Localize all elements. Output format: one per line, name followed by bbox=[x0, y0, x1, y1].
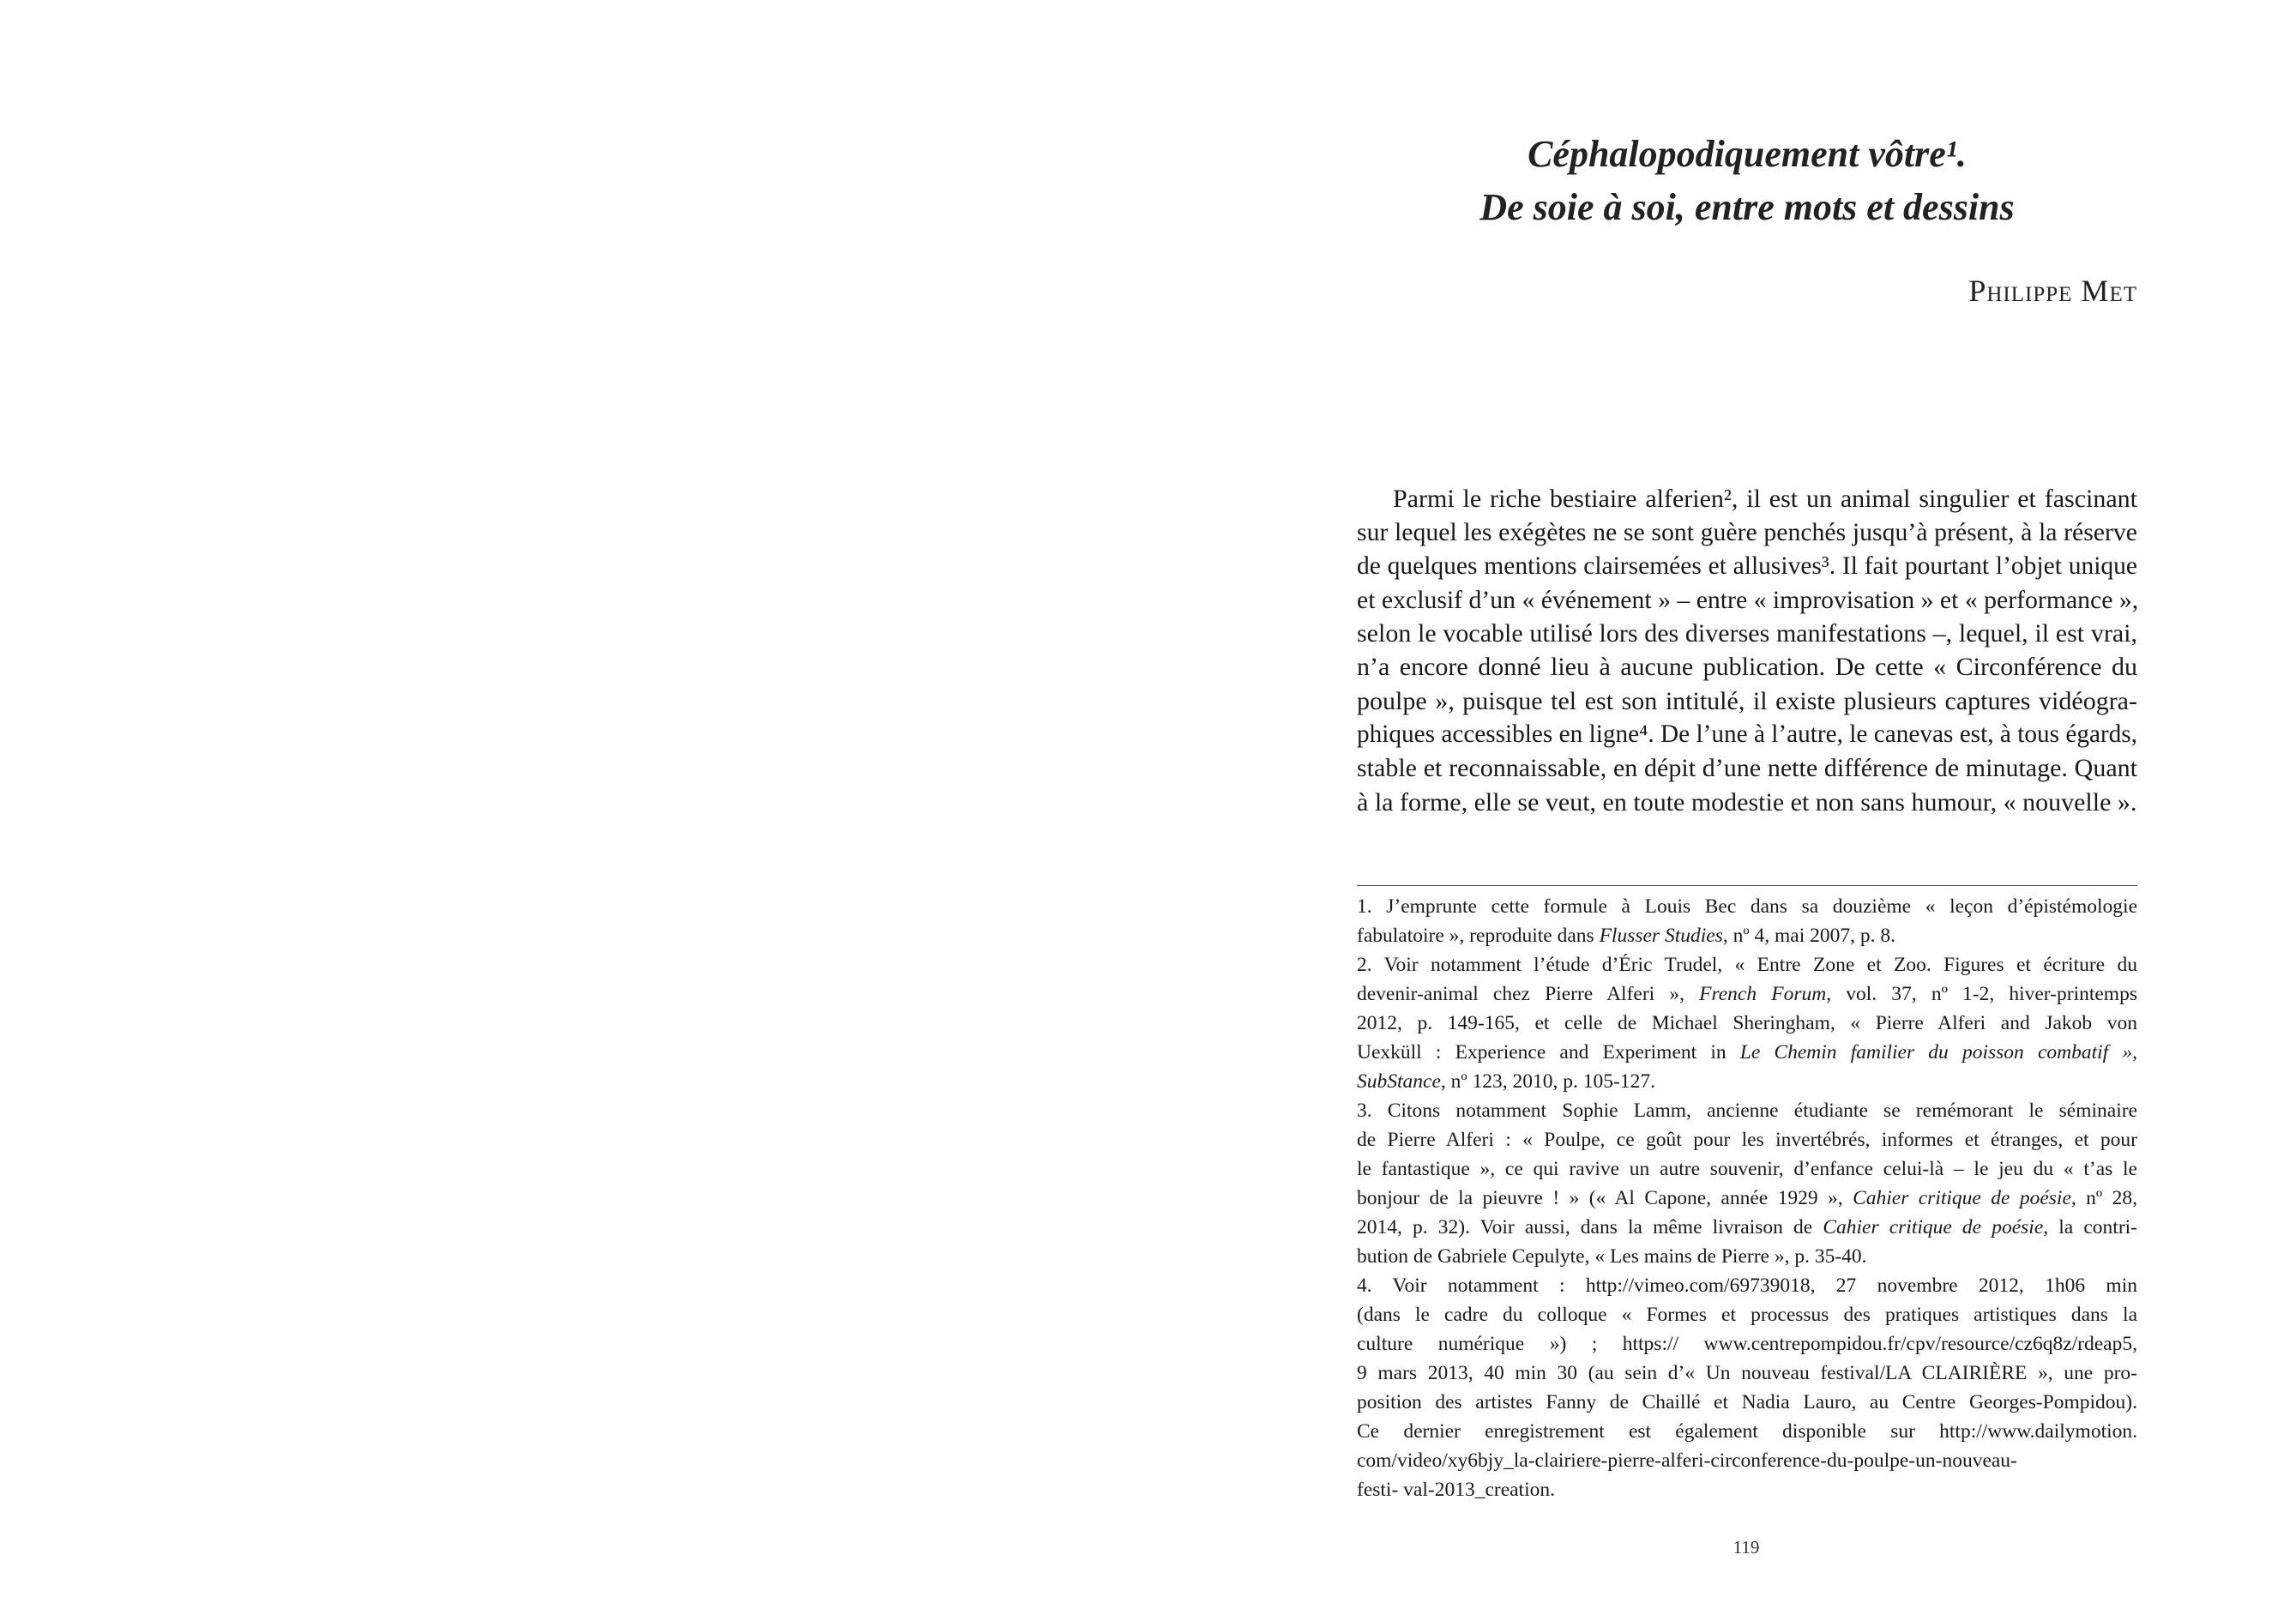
footnote-text: (dans le cadre du colloque « Formes et processus des pratiques artistiques dans la bbox=[1357, 1304, 2137, 1326]
footnote-line bbox=[1357, 950, 2137, 979]
footnote-line bbox=[1357, 979, 2137, 1009]
footnote-line bbox=[1357, 921, 2137, 950]
body-text-line: phiques accessibles en ligne⁴. De l’une à l’autre, le canevas est, à tous égards, bbox=[1357, 720, 2137, 749]
footnote-line bbox=[1357, 1009, 2137, 1038]
body-text-line: n’a encore donné lieu à aucune publication. De cette « Circonférence du bbox=[1357, 653, 2137, 682]
body-text-line: selon le vocable utilisé lors des diverses manifestations –, lequel, il est vrai, bbox=[1357, 619, 2137, 648]
footnote-line bbox=[1357, 1067, 2137, 1096]
footnote-text: bonjour de la pieuvre ! » (« Al Capone, année 1929 », bbox=[1357, 1187, 1853, 1209]
footnote-line bbox=[1357, 1359, 2137, 1388]
footnote-italic-text: Cahier critique de poésie bbox=[1823, 1216, 2044, 1238]
body-text-line: Parmi le riche bestiaire alferien², il est un animal singulier et fascinant bbox=[1393, 485, 2137, 513]
body-text-line: à la forme, elle se veut, en toute modestie et non sans humour, « nouvelle ». bbox=[1357, 787, 2137, 817]
footnote-text: 1. J’emprunte cette formule à Louis Bec dans sa douzième « leçon d’épistémologie bbox=[1357, 895, 2137, 918]
footnote-text: nº 4, mai 2007, p. 8. bbox=[1727, 925, 1895, 947]
footnote-text: festi- val-2013_creation. bbox=[1357, 1479, 1555, 1501]
body-text-line: stable et reconnaissable, en dépit d’une nette différence de minutage. Quant bbox=[1357, 754, 2137, 783]
footnote-text: 2014, p. 32). Voir aussi, dans la même livraison de bbox=[1357, 1216, 1823, 1238]
footnote-line bbox=[1357, 1417, 2137, 1446]
footnote-italic-text: SubStance bbox=[1357, 1070, 1441, 1093]
body-text-line: de quelques mentions clairsemées et allusives³. Il fait pourtant l’objet unique bbox=[1357, 551, 2137, 580]
footnote-line bbox=[1357, 1329, 2137, 1359]
footnote-line bbox=[1357, 1184, 2137, 1213]
footnote-line bbox=[1357, 1271, 2137, 1300]
footnote-text: 9 mars 2013, 40 min 30 (au sein d’« Un nouveau festival/LA CLAIRIÈRE », une pro- bbox=[1357, 1362, 2137, 1384]
footnote-line bbox=[1357, 892, 2137, 921]
footnote-italic-text: Flusser Studies, bbox=[1599, 925, 1728, 947]
footnote-text: , vol. 37, nº 1-2, hiver-printemps bbox=[1826, 983, 2137, 1005]
footnote-text: le fantastique », ce qui ravive un autre souvenir, d’enfance celui-là – le jeu du « t’as le bbox=[1357, 1158, 2137, 1180]
body-text-line: et exclusif d’un « événement » – entre « improvisation » et « performance », bbox=[1357, 585, 2139, 614]
footnote-line bbox=[1357, 1446, 2137, 1475]
footnote-italic-text: Cahier critique de poésie bbox=[1853, 1187, 2071, 1209]
body-text-line: sur lequel les exégètes ne se sont guère penchés jusqu’à présent, à la réserve bbox=[1357, 518, 2137, 547]
footnote-line bbox=[1357, 1213, 2137, 1242]
footnote-text: devenir-animal chez Pierre Alferi », bbox=[1357, 983, 1700, 1005]
page-number: 119 bbox=[1733, 1537, 1760, 1558]
footnote-line bbox=[1357, 1096, 2137, 1125]
footnote-line bbox=[1357, 1300, 2137, 1329]
footnote-text: Ce dernier enregistrement est également disponible sur http://www.dailymotion. bbox=[1357, 1420, 2137, 1443]
footnote-text: position des artistes Fanny de Chaillé et Nadia Lauro, au Centre Georges-Pompidou). bbox=[1357, 1391, 2137, 1413]
footnote-text: , nº 123, 2010, p. 105-127. bbox=[1440, 1070, 1656, 1093]
footnote-text: 4. Voir notamment : http://vimeo.com/69739018, 27 novembre 2012, 1h06 min bbox=[1357, 1275, 2137, 1297]
footnote-text: bution de Gabriele Cepulyte, « Les mains de Pierre », p. 35-40. bbox=[1357, 1245, 1867, 1268]
footnotes bbox=[1357, 892, 2137, 1504]
footnote-text: Uexküll : Experience and Experiment in bbox=[1357, 1041, 1740, 1064]
article-subtitle: De soie à soi, entre mots et dessins bbox=[1479, 186, 2015, 228]
footnote-text: fabulatoire », reproduite dans bbox=[1357, 925, 1600, 947]
footnote-text: de Pierre Alferi : « Poulpe, ce goût pour les invertébrés, informes et étranges, et pour bbox=[1357, 1129, 2137, 1151]
body-paragraph bbox=[1357, 482, 2137, 819]
footnote-line bbox=[1357, 1154, 2137, 1184]
footnote-text: 3. Citons notamment Sophie Lamm, ancienne étudiante se remémorant le séminaire bbox=[1357, 1100, 2137, 1122]
footnote-text: com/video/xy6bjy_la-clairiere-pierre-alferi-circonference-du-poulpe-un-nouveau- bbox=[1357, 1449, 2017, 1472]
footnote-text: , nº 28, bbox=[2070, 1187, 2137, 1209]
footnote-text: 2012, p. 149-165, et celle de Michael Sheringham, « Pierre Alferi and Jakob von bbox=[1357, 1012, 2137, 1034]
footnote-italic-text: French Forum bbox=[1699, 983, 1827, 1005]
footnote-line bbox=[1357, 1388, 2137, 1417]
footnote-line bbox=[1357, 1475, 2137, 1504]
footnote-separator bbox=[1357, 885, 2137, 886]
footnote-italic-text: Le Chemin familier du poisson combatif », bbox=[1739, 1041, 2137, 1064]
footnote-text: culture numérique ») ; https:// www.centrepompidou.fr/cpv/resource/cz6q8z/rdeap5, bbox=[1357, 1333, 2137, 1355]
footnote-line bbox=[1357, 1242, 2137, 1271]
body-text-line: poulpe », puisque tel est son intitulé, il existe plusieurs captures vidéogra- bbox=[1357, 686, 2137, 715]
footnote-text: , la contri- bbox=[2043, 1216, 2138, 1238]
footnote-line bbox=[1357, 1125, 2137, 1154]
article-title-line-1: Céphalopodiquement vôtre¹. bbox=[1528, 133, 1967, 175]
footnote-line bbox=[1357, 1038, 2137, 1067]
author-name: Philippe Met bbox=[1968, 274, 2137, 308]
footnote-text: 2. Voir notamment l’étude d’Éric Trudel, « Entre Zone et Zoo. Figures et écriture du bbox=[1357, 954, 2137, 976]
